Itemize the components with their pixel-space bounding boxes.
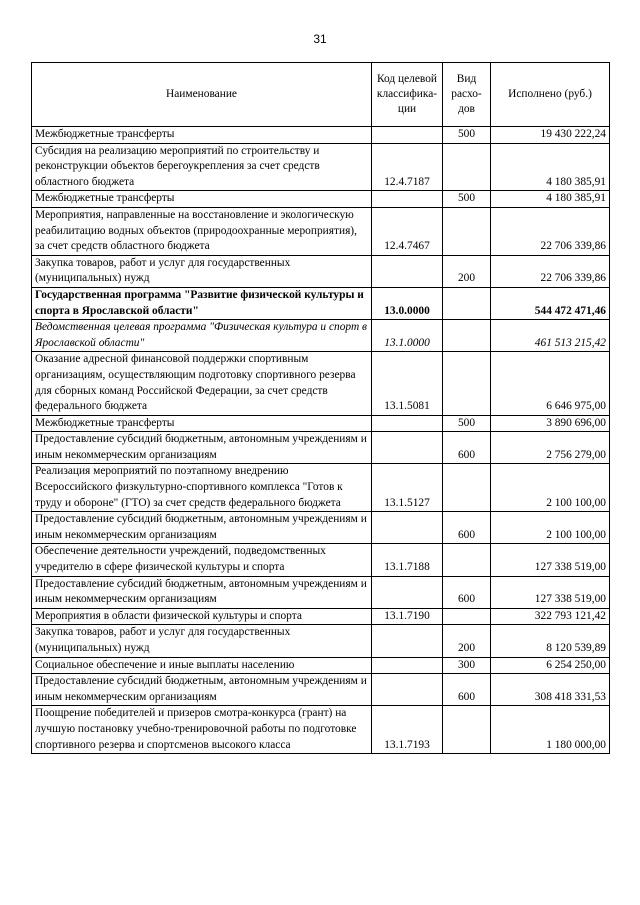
row-kind-cell: [443, 320, 491, 352]
row-name-cell: Закупка товаров, работ и услуг для государственных (муниципальных) нужд: [32, 255, 372, 287]
table-row: [32, 415, 610, 432]
row-sum-cell: 461 513 215,42: [491, 320, 610, 352]
page-number: 31: [313, 32, 327, 46]
table-row: [32, 432, 610, 464]
table-row: [32, 191, 610, 208]
table-row: [32, 352, 610, 415]
row-name-cell: Социальное обеспечение и иные выплаты населению: [32, 657, 372, 674]
row-sum-cell: 322 793 121,42: [491, 608, 610, 625]
row-code-cell: [372, 625, 443, 657]
row-kind-cell: 300: [443, 657, 491, 674]
table-row: [32, 512, 610, 544]
row-code-cell: 13.1.5081: [372, 352, 443, 415]
table-row: [32, 255, 610, 287]
row-name-cell: Мероприятия в области физической культуры и спорта: [32, 608, 372, 625]
row-name-cell: Мероприятия, направленные на восстановление и экологическую реабилитацию водных объектов (природоохранные мероприятия), за счет средств областного бюджета: [32, 207, 372, 255]
row-sum-cell: 3 890 696,00: [491, 415, 610, 432]
row-kind-cell: [443, 544, 491, 576]
row-name-cell: Оказание адресной финансовой поддержки спортивным организациям, осуществляющим подготовку спортивного резерва для сборных команд Российской Федерации, за счет средств федерального бюджета: [32, 352, 372, 415]
row-name-cell: Поощрение победителей и призеров смотра-конкурса (грант) на лучшую постановку учебно-тренировочной работы по подготовке спортивного резерва и спортсменов высокого класса: [32, 706, 372, 754]
row-name-cell: Предоставление субсидий бюджетным, автономным учреждениям и иным некоммерческим организациям: [32, 576, 372, 608]
row-sum-cell: 308 418 331,53: [491, 674, 610, 706]
row-sum-cell: 6 254 250,00: [491, 657, 610, 674]
row-code-cell: [372, 415, 443, 432]
table-row: [32, 143, 610, 191]
row-sum-cell: 22 706 339,86: [491, 255, 610, 287]
table-header-row: [32, 63, 610, 127]
row-kind-cell: [443, 352, 491, 415]
row-code-cell: [372, 432, 443, 464]
header-code: Код целевой классифика-ции: [372, 63, 443, 127]
table-row: [32, 576, 610, 608]
table-row: [32, 127, 610, 144]
table-row: [32, 287, 610, 319]
row-name-cell: Государственная программа "Развитие физической культуры и спорта в Ярославской области": [32, 287, 372, 319]
row-name-cell: Предоставление субсидий бюджетным, автономным учреждениям и иным некоммерческим организациям: [32, 674, 372, 706]
row-kind-cell: 200: [443, 625, 491, 657]
table-row: [32, 706, 610, 754]
row-sum-cell: 2 100 100,00: [491, 464, 610, 512]
row-code-cell: [372, 255, 443, 287]
row-sum-cell: 22 706 339,86: [491, 207, 610, 255]
row-code-cell: [372, 674, 443, 706]
header-kind: Вид расхо-дов: [443, 63, 491, 127]
table-row: [32, 320, 610, 352]
row-code-cell: 12.4.7467: [372, 207, 443, 255]
row-name-cell: Обеспечение деятельности учреждений, подведомственных учредителю в сфере физической культуры и спорта: [32, 544, 372, 576]
row-kind-cell: [443, 464, 491, 512]
header-sum: Исполнено (руб.): [491, 63, 610, 127]
row-code-cell: [372, 576, 443, 608]
row-kind-cell: 600: [443, 432, 491, 464]
row-sum-cell: 8 120 539,89: [491, 625, 610, 657]
row-name-cell: Закупка товаров, работ и услуг для государственных (муниципальных) нужд: [32, 625, 372, 657]
row-kind-cell: [443, 143, 491, 191]
row-code-cell: 13.1.7190: [372, 608, 443, 625]
row-kind-cell: [443, 608, 491, 625]
row-kind-cell: 600: [443, 674, 491, 706]
budget-execution-table: [31, 62, 610, 754]
row-name-cell: Реализация мероприятий по поэтапному внедрению Всероссийского физкультурно-спортивного комплекса "Готов к труду и обороне" (ГТО) за счет средств федерального бюджета: [32, 464, 372, 512]
table-row: [32, 608, 610, 625]
row-code-cell: [372, 191, 443, 208]
table-body: [32, 127, 610, 754]
row-name-cell: Предоставление субсидий бюджетным, автономным учреждениям и иным некоммерческим организациям: [32, 432, 372, 464]
row-name-cell: Межбюджетные трансферты: [32, 127, 372, 144]
row-code-cell: 13.1.7193: [372, 706, 443, 754]
row-sum-cell: 4 180 385,91: [491, 191, 610, 208]
table-row: [32, 464, 610, 512]
row-sum-cell: 4 180 385,91: [491, 143, 610, 191]
table-row: [32, 207, 610, 255]
row-sum-cell: 1 180 000,00: [491, 706, 610, 754]
row-kind-cell: 500: [443, 191, 491, 208]
row-kind-cell: [443, 706, 491, 754]
row-kind-cell: 600: [443, 576, 491, 608]
row-code-cell: 13.1.7188: [372, 544, 443, 576]
row-sum-cell: 2 756 279,00: [491, 432, 610, 464]
row-sum-cell: 127 338 519,00: [491, 576, 610, 608]
row-code-cell: 13.1.0000: [372, 320, 443, 352]
row-sum-cell: 127 338 519,00: [491, 544, 610, 576]
table-row: [32, 657, 610, 674]
row-sum-cell: 19 430 222,24: [491, 127, 610, 144]
table-row: [32, 674, 610, 706]
table-row: [32, 625, 610, 657]
row-kind-cell: 500: [443, 127, 491, 144]
row-kind-cell: [443, 207, 491, 255]
row-name-cell: Субсидия на реализацию мероприятий по строительству и реконструкции объектов берегоукрепления за счет средств областного бюджета: [32, 143, 372, 191]
row-kind-cell: [443, 287, 491, 319]
row-code-cell: 13.0.0000: [372, 287, 443, 319]
row-sum-cell: 2 100 100,00: [491, 512, 610, 544]
row-kind-cell: 200: [443, 255, 491, 287]
row-code-cell: [372, 127, 443, 144]
row-kind-cell: 600: [443, 512, 491, 544]
table-row: [32, 544, 610, 576]
row-name-cell: Межбюджетные трансферты: [32, 415, 372, 432]
row-name-cell: Предоставление субсидий бюджетным, автономным учреждениям и иным некоммерческим организациям: [32, 512, 372, 544]
row-sum-cell: 6 646 975,00: [491, 352, 610, 415]
row-name-cell: Ведомственная целевая программа "Физическая культура и спорт в Ярославской области": [32, 320, 372, 352]
row-kind-cell: 500: [443, 415, 491, 432]
header-name: Наименование: [32, 63, 372, 127]
row-code-cell: 12.4.7187: [372, 143, 443, 191]
row-code-cell: 13.1.5127: [372, 464, 443, 512]
row-code-cell: [372, 512, 443, 544]
row-sum-cell: 544 472 471,46: [491, 287, 610, 319]
row-code-cell: [372, 657, 443, 674]
row-name-cell: Межбюджетные трансферты: [32, 191, 372, 208]
